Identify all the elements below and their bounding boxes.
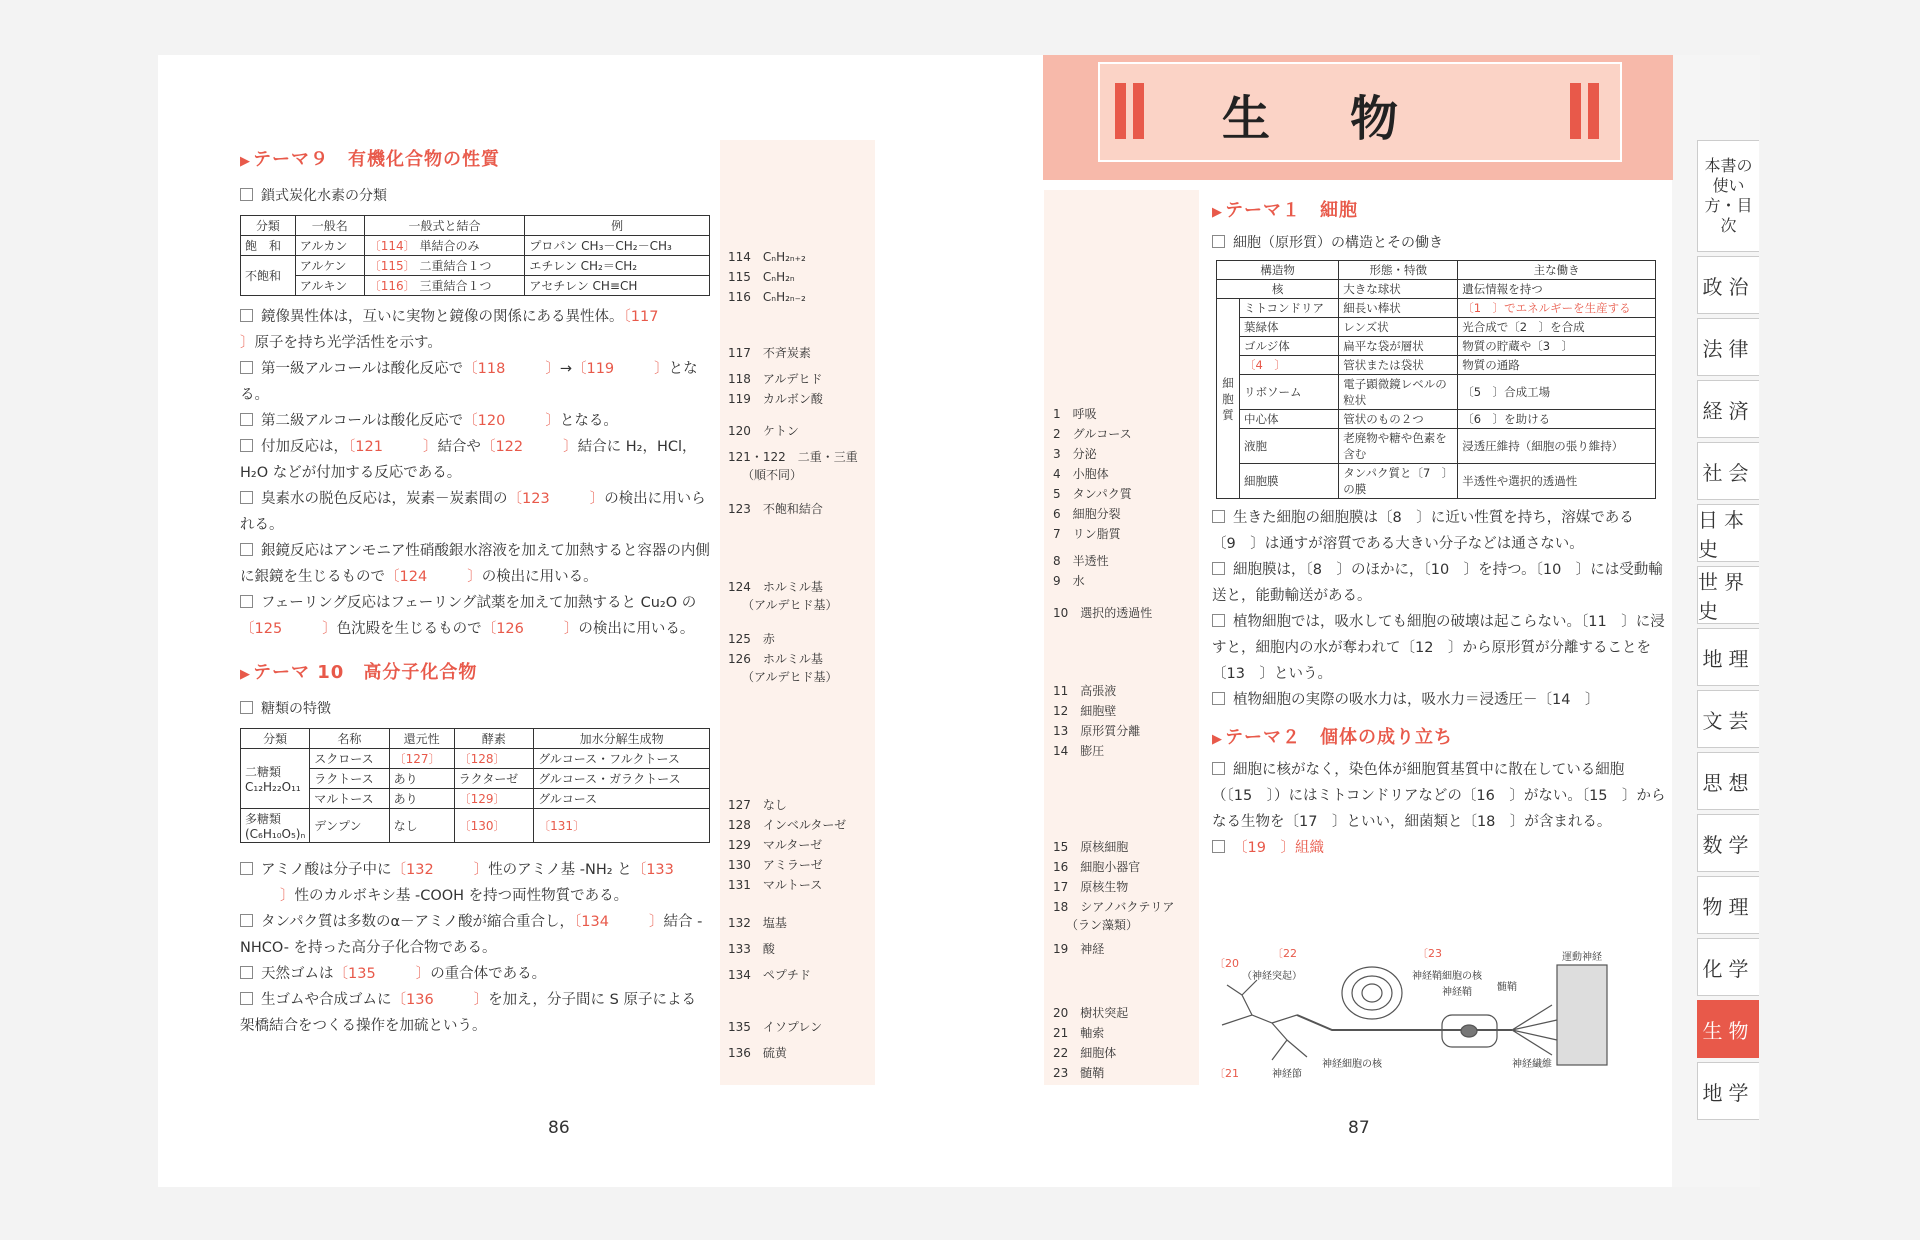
answer-item: 10 選択的透過性 [1053, 606, 1153, 620]
checkbox[interactable] [1212, 840, 1225, 853]
paragraph: 植物細胞では，吸水しても細胞の破壊は起こらない。〔11 〕に浸すと，細胞内の水が奪われて〔12 〕から原形質が分離することを〔13 〕という。 [1212, 614, 1665, 682]
answer-item: 118 アルデヒド [728, 372, 823, 386]
answer-item: 16 細胞小器官 [1053, 860, 1141, 874]
table-row: 細胞膜 タンパク質と〔7 〕の膜 半透性や選択的透過性 [1217, 464, 1656, 499]
diagram-label: 〔20 [1214, 957, 1239, 970]
answer-item: 19 神経 [1053, 942, 1105, 956]
tab-math[interactable]: 数学 [1697, 814, 1759, 872]
left-page-content [240, 145, 710, 1039]
page-number-left: 86 [548, 1118, 570, 1138]
diagram-label: 髄鞘 [1497, 982, 1517, 993]
answer-item: 125 赤 [728, 632, 775, 646]
answer-item: 14 膨圧 [1053, 744, 1105, 758]
tab-biology[interactable]: 生物 [1697, 1000, 1759, 1058]
paragraph: 銀鏡反応はアンモニア性硝酸銀水溶液を加えて加熱すると容器の内側に銀鏡を生じるもので〔124 〕の検出に用いる。 [240, 543, 710, 585]
checkbox[interactable] [240, 439, 253, 452]
answer-item: 130 アミラーゼ [728, 858, 823, 872]
paragraph: 細胞膜は，〔8 〕のほかに，〔10 〕を持つ。〔10 〕には受動輸送と，能動輸送がある。 [1212, 562, 1663, 604]
answer-item: 116 CₙH₂ₙ₋₂ [728, 290, 806, 304]
answer-item: 127 なし [728, 798, 787, 812]
theme9-item1: 鎖式炭化水素の分類 [240, 185, 710, 205]
paragraph: 臭素水の脱色反応は，炭素－炭素間の〔123 〕の検出に用いられる。 [240, 491, 706, 533]
table-row: リボソーム 電子顕微鏡レベルの粒状 〔5 〕合成工場 [1217, 375, 1656, 410]
answer-item: 129 マルターゼ [728, 838, 823, 852]
table-row: ゴルジ体 扁平な袋が層状 物質の貯蔵や〔3 〕 [1217, 337, 1656, 356]
checkbox[interactable] [240, 413, 253, 426]
tab-economics[interactable]: 経済 [1697, 380, 1759, 438]
tab-earth-science[interactable]: 地学 [1697, 1062, 1759, 1120]
diagram-label: 運動神経 [1562, 952, 1602, 963]
table-row: ラクトース あり ラクターゼ グルコース・ガラクトース [241, 769, 710, 789]
checkbox[interactable] [240, 966, 253, 979]
answer-item: （アルデヒド基） [742, 670, 838, 684]
neuron-diagram [1212, 945, 1612, 1080]
answer-item: 120 ケトン [728, 424, 799, 438]
answer-item: 17 原核生物 [1053, 880, 1129, 894]
paragraph: 細胞に核がなく，染色体が細胞質基質中に散在している細胞（〔15 〕）にはミトコンドリアなどの〔16 〕がない。〔15 〕からなる生物を〔17 〕といい，細菌類と〔18 〕が含まれる。 [1212, 762, 1666, 830]
answer-item: 7 リン脂質 [1053, 527, 1121, 541]
paragraph: アミノ酸は分子中に〔132 〕性のアミノ基 -NH₂ と〔133〕性のカルボキシ基 -COOH を持つ両性物質である。 [240, 857, 710, 909]
theme9-title: ▶ テーマ９ 有機化合物の性質 [240, 149, 500, 170]
table-row: 細胞質 ミトコンドリア 細長い棒状 〔1 〕でエネルギーを生産する [1217, 299, 1656, 318]
answer-item: 9 水 [1053, 574, 1085, 588]
answer-item: 132 塩基 [728, 916, 787, 930]
answer-item: 2 グルコース [1053, 427, 1132, 441]
answer-item: 115 CₙH₂ₙ [728, 270, 795, 284]
diagram-label: 神経細胞の核 [1322, 1059, 1382, 1070]
diagram-label: 神経鞘細胞の核 [1412, 971, 1482, 982]
paragraph: 生ゴムや合成ゴムに〔136 〕を加え，分子間に S 原子による架橋結合をつくる操作を加硫という。 [240, 992, 696, 1034]
answer-item: 3 分泌 [1053, 447, 1097, 461]
answer-item: 131 マルトース [728, 878, 823, 892]
table-row: 多糖類 (C₆H₁₀O₅)ₙ デンプン なし 〔130〕 〔131〕 [241, 809, 710, 843]
theme10-item1: 糖類の特徴 [240, 698, 710, 718]
answer-item: 128 インベルターゼ [728, 818, 847, 832]
diagram-label: 〔21 [1214, 1067, 1239, 1080]
checkbox[interactable] [240, 543, 253, 556]
checkbox[interactable] [1212, 235, 1225, 248]
table-row: 〔4 〕 管状または袋状 物質の通路 [1217, 356, 1656, 375]
table-row: 核 大きな球状 遺伝情報を持つ [1217, 280, 1656, 299]
diagram-label: 神経節 [1272, 1069, 1302, 1080]
banner-bar [1570, 83, 1581, 139]
diagram-label: 〔22 [1272, 947, 1297, 960]
checkbox[interactable] [240, 595, 253, 608]
right-page-content [1212, 196, 1677, 861]
tab-world-history[interactable]: 世界史 [1697, 566, 1759, 624]
paragraph: 〔19 〕組織 [1212, 835, 1677, 861]
index-tabs [1697, 140, 1759, 1124]
answer-item: 20 樹状突起 [1053, 1006, 1129, 1020]
answer-item: 135 イソプレン [728, 1020, 823, 1034]
theme1-title: ▶ テーマ１ 細胞 [1212, 200, 1358, 221]
answer-item: 133 酸 [728, 942, 775, 956]
table-row: 葉緑体 レンズ状 光合成で〔2 〕を合成 [1217, 318, 1656, 337]
checkbox[interactable] [240, 992, 253, 1005]
answer-item: 22 細胞体 [1053, 1046, 1117, 1060]
paragraph: 天然ゴムは〔135 〕の重合体である。 [240, 961, 710, 987]
answer-item: 12 細胞壁 [1053, 704, 1117, 718]
checkbox[interactable] [240, 188, 253, 201]
table-row: 飽 和 アルカン 〔114〕 単結合のみ プロパン CH₃－CH₂－CH₃ [241, 236, 710, 256]
table-row: 二糖類 C₁₂H₂₂O₁₁ スクロース 〔127〕 〔128〕 グルコース・フルクトース [241, 749, 710, 769]
banner-bar [1115, 83, 1126, 139]
tab-physics[interactable]: 物理 [1697, 876, 1759, 934]
banner-bar [1588, 83, 1599, 139]
table-row: マルトース あり 〔129〕 グルコース [241, 789, 710, 809]
answer-item: （アルデヒド基） [742, 598, 838, 612]
tab-law[interactable]: 法律 [1697, 318, 1759, 376]
tab-thought[interactable]: 思想 [1697, 752, 1759, 810]
answer-item: 124 ホルミル基 [728, 580, 823, 594]
answer-item: 1 呼吸 [1053, 407, 1097, 421]
paragraph: 鏡像異性体は，互いに実物と鏡像の関係にある異性体。〔117〕原子を持ち光学活性を示す。 [240, 309, 659, 351]
answer-item: 4 小胞体 [1053, 467, 1109, 481]
paragraph: タンパク質は多数のα－アミノ酸が縮合重合し，〔134 〕結合 -NHCO- を持った高分子化合物である。 [240, 914, 703, 956]
answer-item: 5 タンパク質 [1053, 487, 1132, 501]
answer-item: 21 軸索 [1053, 1026, 1105, 1040]
answer-item: 15 原核細胞 [1053, 840, 1129, 854]
answer-item: 121・122 二重・三重 [728, 450, 858, 464]
paragraph: 第二級アルコールは酸化反応で〔120 〕となる。 [240, 408, 710, 434]
answer-item: 13 原形質分離 [1053, 724, 1141, 738]
checkbox[interactable] [1212, 692, 1225, 705]
answer-item: 114 CₙH₂ₙ₊₂ [728, 250, 806, 264]
banner-bar [1133, 83, 1144, 139]
theme10-title: ▶ テーマ 10 高分子化合物 [240, 662, 478, 683]
table-row: 不飽和 アルケン 〔115〕 二重結合１つ エチレン CH₂＝CH₂ [241, 256, 710, 276]
answer-item: 117 不斉炭素 [728, 346, 811, 360]
checkbox[interactable] [240, 361, 253, 374]
table-row: アルキン 〔116〕 三重結合１つ アセチレン CH≡CH [241, 276, 710, 296]
answer-item: 119 カルボン酸 [728, 392, 823, 406]
diagram-label: 神経鞘 [1442, 987, 1472, 998]
checkbox[interactable] [240, 491, 253, 504]
paragraph: 第一級アルコールは酸化反応で〔118 〕→〔119 〕となる。 [240, 361, 698, 403]
answer-item: 123 不飽和結合 [728, 502, 823, 516]
answer-item: 126 ホルミル基 [728, 652, 823, 666]
answer-item: 11 高張液 [1053, 684, 1117, 698]
tab-literature[interactable]: 文芸 [1697, 690, 1759, 748]
tab-contents[interactable]: 本書の使い方・目次 [1697, 140, 1759, 252]
answer-item: 18 シアノバクテリア [1053, 900, 1175, 914]
theme1-item1: 細胞（原形質）の構造とその働き [1212, 232, 1677, 252]
table-row: 中心体 管状のもの２つ 〔6 〕を助ける [1217, 410, 1656, 429]
tab-society[interactable]: 社会 [1697, 442, 1759, 500]
checkbox[interactable] [1212, 562, 1225, 575]
answer-item: 136 硫黄 [728, 1046, 787, 1060]
theme2-title: ▶ テーマ２ 個体の成り立ち [1212, 727, 1453, 748]
answer-item: 23 髄鞘 [1053, 1066, 1105, 1080]
hydrocarbon-table: 分類 一般名 一般式と結合 例 飽 和 アルカン 〔114〕 単結合のみ プロパン CH₃－CH₂－CH₃ 不飽和 アルケン 〔115〕 二重結合１つ エチレン CH₂＝CH₂ アルキン 〔116〕 三重結合１つ アセチレン CH≡CH [240, 215, 710, 296]
tab-geography[interactable]: 地理 [1697, 628, 1759, 686]
cell-structure-table: 構造物 形態・特徴 主な働き 核 大きな球状 遺伝情報を持つ 細胞質 ミトコンドリア 細長い棒状 〔1 〕でエネルギーを生産する 葉緑体 レンズ状 光合成で〔2 〕を合成 ゴルジ体 扁平な袋が層状 物質の貯蔵や〔3 〕 〔4 〕 管状または袋状 物質の通路 リボソーム 電子顕微鏡レベルの粒状 〔5 〕合成工場 中心体 管状のもの２つ 〔6 〕を助ける 液胞 老廃物や糖や色素を含む 浸透圧維持（細胞の張り維持） 細胞膜 タンパク質と〔7 〕の膜 半透性や選択的透過性 [1216, 260, 1656, 499]
answer-item: 8 半透性 [1053, 554, 1109, 568]
answer-item: 134 ペプチド [728, 968, 811, 982]
checkbox[interactable] [240, 701, 253, 714]
answer-item: （ラン藻類） [1066, 918, 1139, 932]
diagram-label: （神経突起） [1242, 971, 1302, 982]
tab-politics[interactable]: 政治 [1697, 256, 1759, 314]
answer-item: （順不同） [742, 468, 803, 482]
checkbox[interactable] [240, 862, 253, 875]
subject-title: 生物 [1221, 91, 1478, 147]
checkbox[interactable] [240, 914, 253, 927]
checkbox[interactable] [240, 309, 253, 322]
paragraph: 付加反応は，〔121 〕結合や〔122 〕結合に H₂，HCl，H₂O などが付加する反応である。 [240, 439, 697, 481]
paragraph: 植物細胞の実際の吸水力は，吸水力＝浸透圧－〔14 〕 [1212, 687, 1677, 713]
page-number-right: 87 [1348, 1118, 1370, 1138]
paragraph: 生きた細胞の細胞膜は〔8 〕に近い性質を持ち，溶媒である〔9 〕は通すが溶質である大きい分子などは通さない。 [1212, 510, 1634, 552]
saccharide-table: 分類 名称 還元性 酵素 加水分解生成物 二糖類 C₁₂H₂₂O₁₁ スクロース 〔127〕 〔128〕 グルコース・フルクトース ラクトース あり ラクターゼ グルコース・ガラクトース マルトース あり 〔129〕 グルコース 多糖類 (C₆H₁₀O₅)ₙ デンプン なし 〔130〕 〔131〕 [240, 728, 710, 843]
diagram-label: 神経繊維 [1512, 1059, 1552, 1070]
tab-japanese-history[interactable]: 日本史 [1697, 504, 1759, 562]
paragraph: フェーリング反応はフェーリング試薬を加えて加熱すると Cu₂O の〔125 〕色沈殿を生じるもので〔126 〕の検出に用いる。 [240, 595, 697, 637]
table-row: 液胞 老廃物や糖や色素を含む 浸透圧維持（細胞の張り維持） [1217, 429, 1656, 464]
checkbox[interactable] [1212, 614, 1225, 627]
tab-chemistry[interactable]: 化学 [1697, 938, 1759, 996]
diagram-label: 〔23 [1417, 947, 1442, 960]
checkbox[interactable] [1212, 510, 1225, 523]
checkbox[interactable] [1212, 762, 1225, 775]
answer-item: 6 細胞分裂 [1053, 507, 1121, 521]
